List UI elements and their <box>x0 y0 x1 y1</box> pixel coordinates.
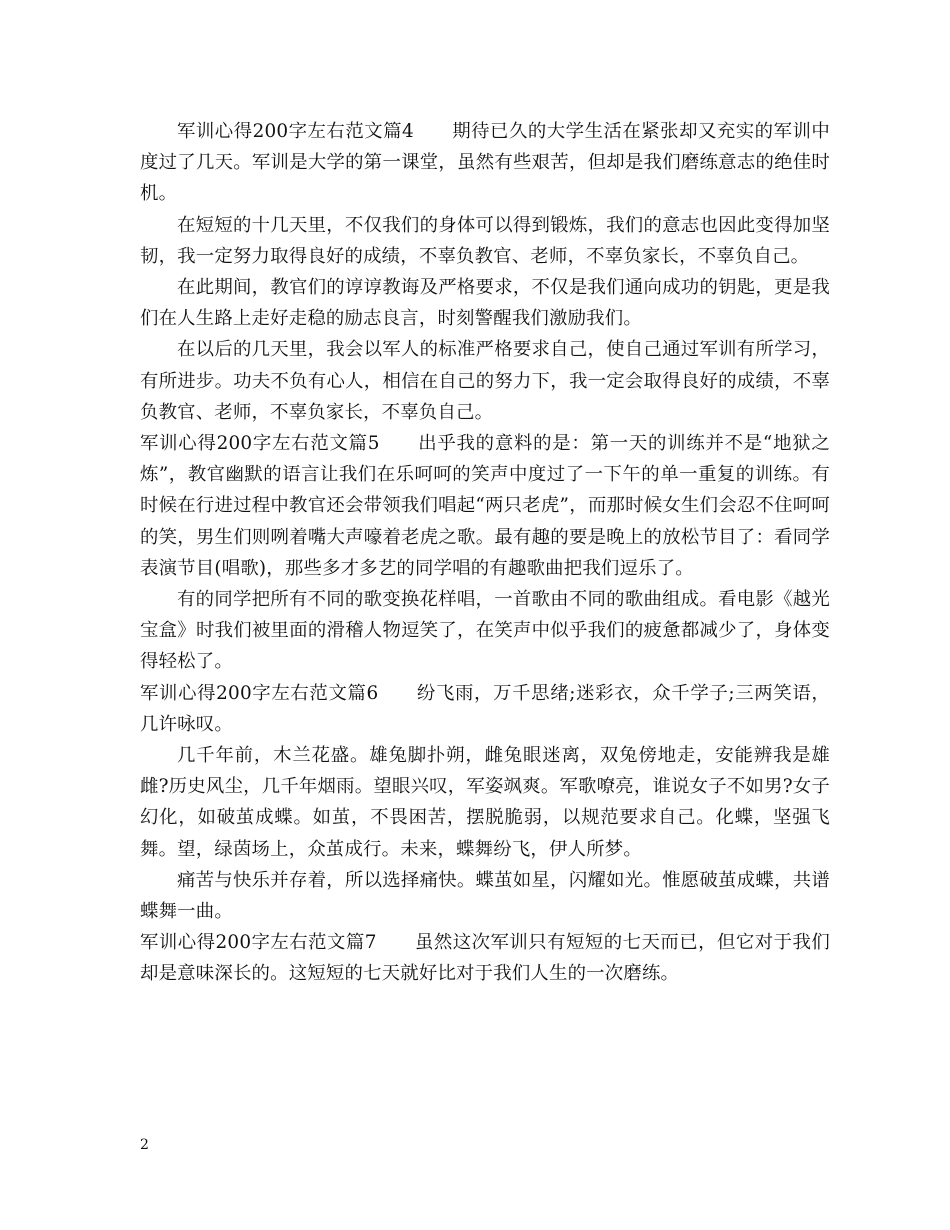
paragraph-6 <box>140 584 830 678</box>
document-body <box>140 116 830 990</box>
paragraph-text: 有的同学把所有不同的歌变换花样唱，一首歌由不同的歌曲组成。看电影《越光宝盒》时我们被里面的滑稽人物逗笑了，在笑声中似乎我们的疲惫都减少了，身体变得轻松了。 <box>140 589 830 673</box>
paragraph-text: 期待已久的大学生活在紧张却又充实的军训中度过了几天。军训是大学的第一课堂，虽然有些艰苦，但却是我们磨练意志的绝佳时机。 <box>140 121 830 205</box>
page-number: 2 <box>140 1137 149 1153</box>
paragraph-text: 在此期间，教官们的谆谆教诲及严格要求，不仅是我们通向成功的钥匙，更是我们在人生路上走好走稳的励志良言，时刻警醒我们激励我们。 <box>140 277 830 330</box>
paragraph-3 <box>140 272 830 334</box>
paragraph-5 <box>140 428 830 584</box>
paragraph-text: 几千年前，木兰花盛。雄兔脚扑朔，雌兔眼迷离，双兔傍地走，安能辨我是雄雌?历史风尘，几千年烟雨。望眼兴叹，军姿飒爽。军歌嘹亮，谁说女子不如男?女子幻化，如破茧成蝶。如茧，不畏困苦，摆脱脆弱，以规范要求自己。化蝶，坚强飞舞。望，绿茵场上，众茧成行。未来，蝶舞纷飞，伊人所梦。 <box>140 745 830 860</box>
paragraph-4 <box>140 334 830 428</box>
paragraph-1 <box>140 116 830 210</box>
paragraph-text: 虽然这次军训只有短短的七天而已，但它对于我们却是意味深长的。这短短的七天就好比对于我们人生的一次磨练。 <box>140 932 830 985</box>
paragraph-7 <box>140 678 830 740</box>
paragraph-2 <box>140 210 830 272</box>
paragraph-text: 痛苦与快乐并存着，所以选择痛快。蝶茧如星，闪耀如光。惟愿破茧成蝶，共谱蝶舞一曲。 <box>140 869 830 923</box>
section-heading-6: 军训心得200字左右范文篇6 <box>140 682 379 704</box>
paragraph-text: 在短短的十几天里，不仅我们的身体可以得到锻炼，我们的意志也因此变得加坚韧，我一定努力取得良好的成绩，不辜负教官、老师，不辜负家长，不辜负自己。 <box>140 214 830 267</box>
paragraph-9 <box>140 865 830 927</box>
section-heading-5: 军训心得200字左右范文篇5 <box>140 433 380 455</box>
section-heading-7: 军训心得200字左右范文篇7 <box>140 932 377 954</box>
section-heading-4: 军训心得200字左右范文篇4 <box>177 121 414 142</box>
paragraph-text: 出乎我的意料的是：第一天的训练并不是“地狱之炼”，教官幽默的语言让我们在乐呵呵的笑声中度过了一下午的单一重复的训练。有时候在行进过程中教官还会带领我们唱起“两只老虎”，而那时候女生们会忍不住呵呵的笑，男生们则咧着嘴大声嚎着老虎之歌。最有趣的要是晚上的放松节目了：看同学表演节目(唱歌)，那些多才多艺的同学唱的有趣歌曲把我们逗乐了。 <box>140 433 830 579</box>
paragraph-text: 在以后的几天里，我会以军人的标准严格要求自己，使自己通过军训有所学习，有所进步。功夫不负有心人，相信在自己的努力下，我一定会取得良好的成绩，不辜负教官、老师，不辜负家长，不辜负自己。 <box>140 339 830 423</box>
paragraph-8 <box>140 740 830 865</box>
paragraph-10 <box>140 927 830 989</box>
paragraph-text: 纷飞雨，万千思绪;迷彩衣，众千学子;三两笑语，几许咏叹。 <box>140 682 831 735</box>
